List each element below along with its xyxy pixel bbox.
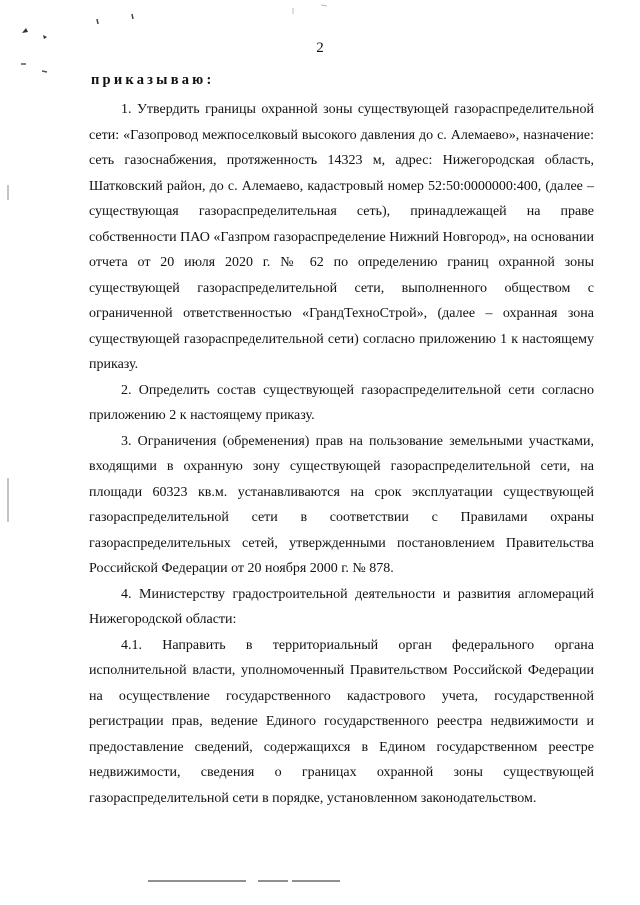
paragraph-1: 1. Утвердить границы охранной зоны существующей газораспределительной сети: «Газопровод межпоселковый высокого давления до с. Алемаево», назначение: сеть газоснабжения, протяженность 14323 м, адрес: Нижегородская область, Шатковский район, до с. Алемаево, кадастровый номер 52:50:0000000:400, (далее – существующая газораспределительная сеть), принадлежащей на праве собственности ПАО «Газпром газораспределение Нижний Новгород», на основании отчета от 20 июля 2020 г. № 62 по определению границ охранной зоны существующей газораспределительной сети, выполненного обществом с ограниченной ответственностью «ГрандТехноСтрой», (далее – охранная зона существующей газораспределительной сети) согласно приложению 1 к настоящему приказу. <box>89 102 594 372</box>
page-number: 2 <box>316 40 324 56</box>
scan-speck <box>132 14 133 19</box>
scan-speck <box>43 35 47 39</box>
scan-speck <box>42 71 47 72</box>
paragraph-3: 3. Ограничения (обременения) прав на пользование земельными участками, входящими в охранную зону существующей газораспределительной сети, на площади 60323 кв.м. устанавливаются на срок эксплуатации существующей газораспределительной сети в соответствии с Правилами охраны газораспределительных сетей, утвержденными постановлением Правительства Российской Федерации от 20 ноября 2000 г. № 878. <box>89 433 594 576</box>
paragraph-4-1: 4.1. Направить в территориальный орган федерального органа исполнительной власти, уполномоченный Правительством Российской Федерации на осуществление государственного кадастрового учета, государственной регистрации прав, ведение Единого государственного реестра недвижимости и предоставление сведений, содержащихся в Едином государственном реестре недвижимости, сведения о границах охранной зоны существующей газораспределительной сети в порядке, установленном законодательством. <box>89 637 594 806</box>
scan-speck <box>321 5 327 6</box>
document-body <box>89 97 594 811</box>
scan-speck <box>22 28 28 33</box>
scan-speck <box>97 19 98 24</box>
order-heading: приказываю: <box>91 72 215 88</box>
paragraph-2: 2. Определить состав существующей газораспределительной сети согласно приложению 2 к настоящему приказу. <box>89 382 594 423</box>
paragraph-4: 4. Министерству градостроительной деятельности и развития агломераций Нижегородской области: <box>89 586 594 627</box>
